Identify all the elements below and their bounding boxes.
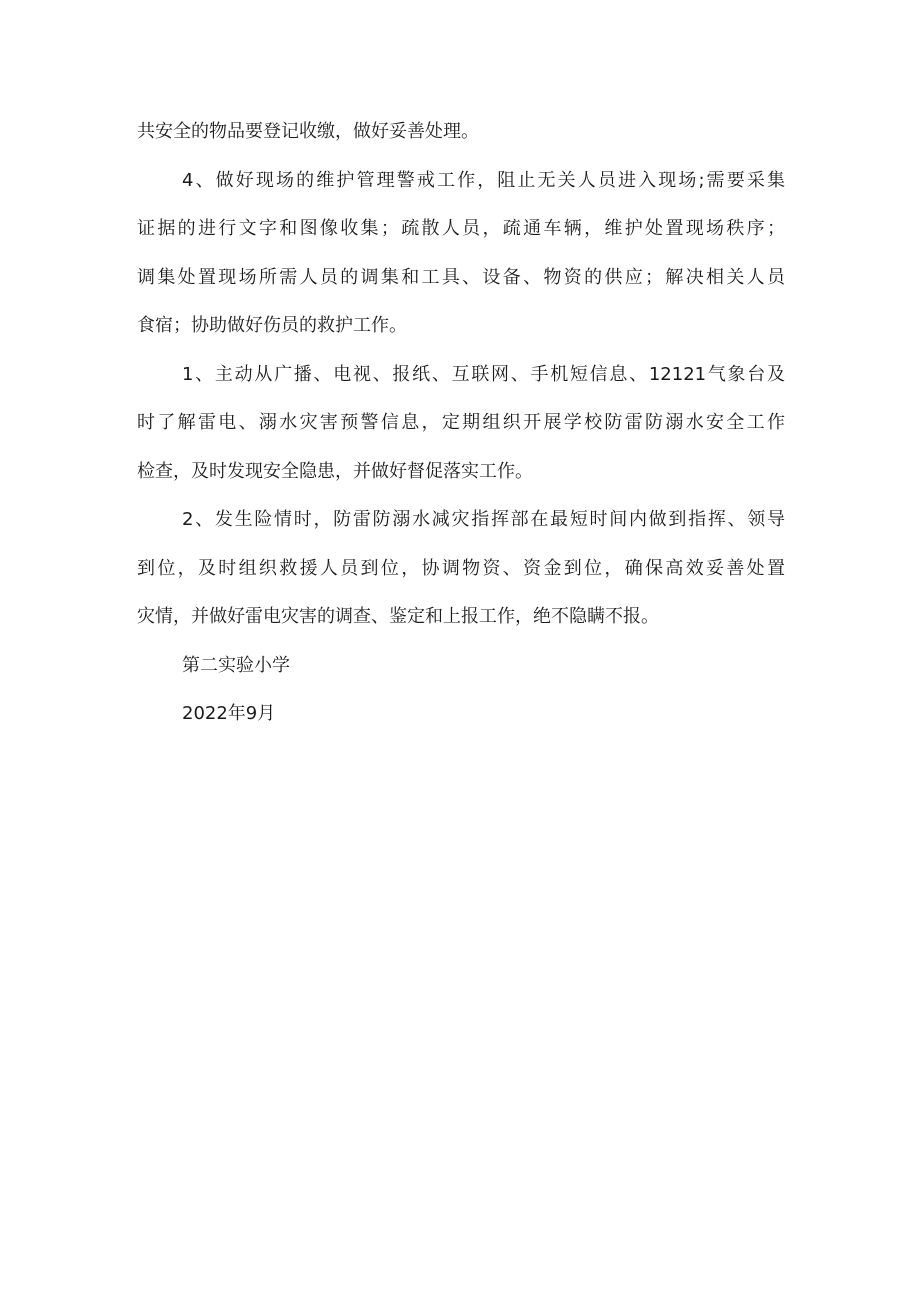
text-line: 调集处置现场所需人员的调集和工具、设备、物资的供应；解决相关人员 [137, 266, 785, 288]
text-line: 2、发生险情时，防雷防溺水减灾指挥部在最短时间内做到指挥、领导 [182, 509, 785, 530]
signature-organization: 第二实验小学 [182, 654, 290, 676]
text-line: 时了解雷电、溺水灾害预警信息，定期组织开展学校防雷防溺水安全工作 [137, 412, 785, 433]
text-line: 检查，及时发现安全隐患，并做好督促落实工作。 [137, 460, 533, 482]
paragraph-item-2 [137, 496, 785, 642]
text-line: 4、做好现场的维护管理警戒工作，阻止无关人员进入现场;需要采集 [182, 169, 785, 191]
text-line: 证据的进行文字和图像收集；疏散人员，疏通车辆，维护处置现场秩序； [137, 218, 785, 239]
signature-block [137, 642, 785, 739]
paragraph-item-4 [137, 157, 785, 351]
paragraph-item-1 [137, 351, 785, 497]
paragraph-continuation [137, 108, 785, 157]
text-line: 灾情，并做好雷电灾害的调查、鉴定和上报工作，绝不隐瞒不报。 [137, 606, 659, 627]
signature-date: 2022年9月 [182, 703, 276, 724]
text-line: 食宿；协助做好伤员的救护工作。 [137, 315, 407, 336]
document-body [137, 108, 785, 739]
text-line: 到位，及时组织救援人员到位，协调物资、资金到位，确保高效妥善处置 [137, 557, 785, 579]
text-line: 共安全的物品要登记收缴，做好妥善处理。 [137, 121, 479, 142]
text-line: 1、主动从广播、电视、报纸、互联网、手机短信息、12121气象台及 [182, 363, 785, 385]
